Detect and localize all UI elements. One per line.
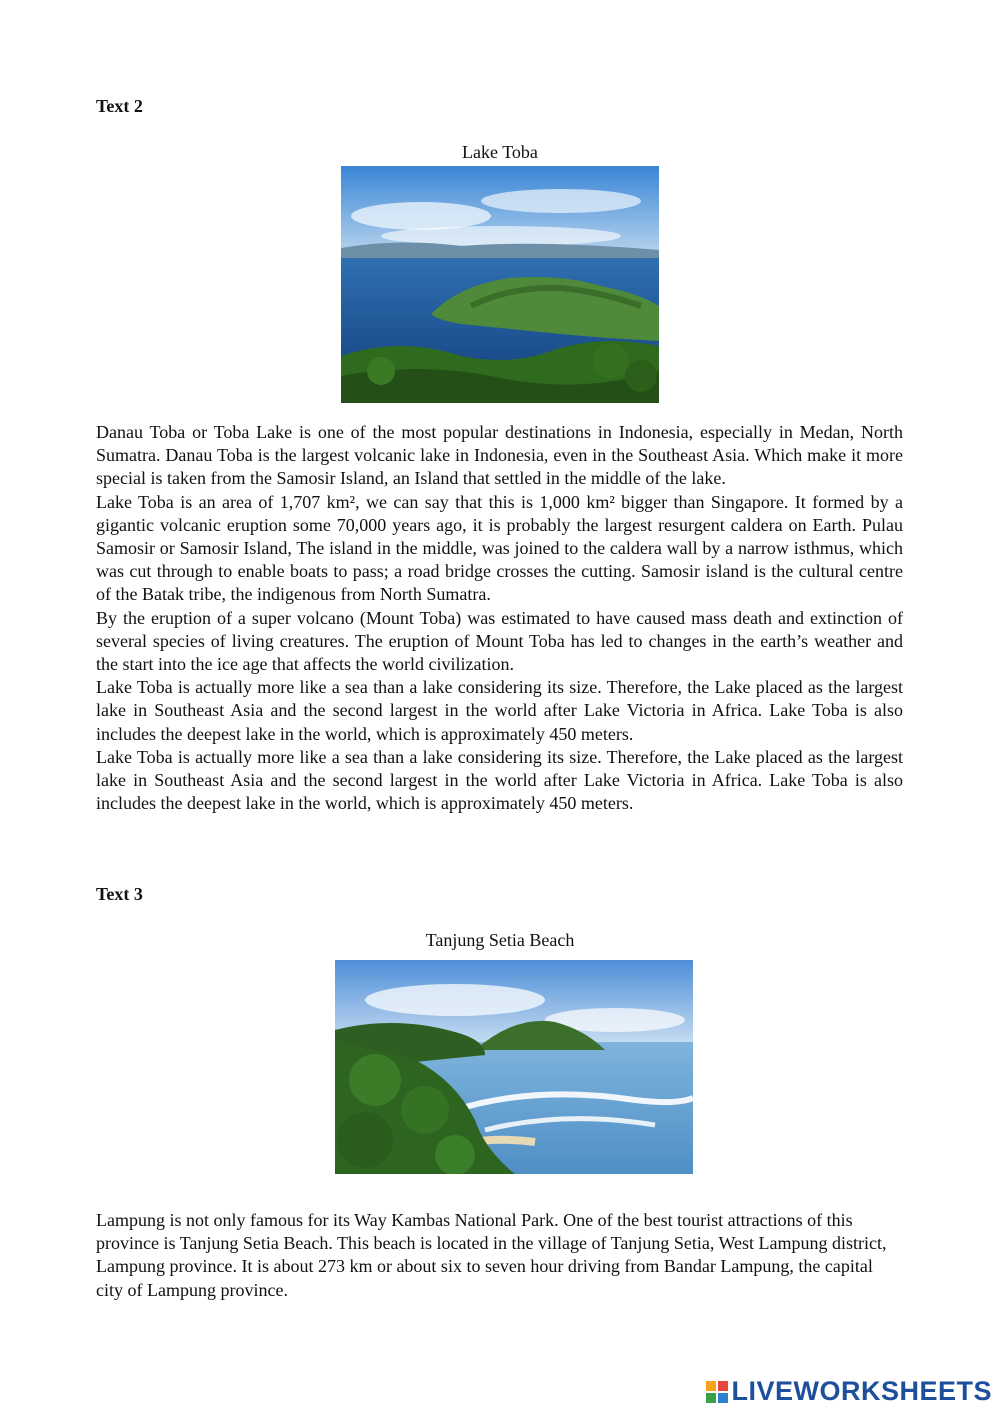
tanjung-setia-photo <box>335 960 693 1174</box>
text2-paragraph-4: Lake Toba is actually more like a sea than a lake considering its size. Therefore, the Lake placed as the largest lake in Southeast Asia and the second largest in the world after Lake Victoria in Africa. Lake Toba is also includes the deepest lake in the world, which is approximately 450 meters. <box>96 677 903 744</box>
text3-body <box>96 1209 896 1302</box>
lake-toba-caption: Lake Toba <box>462 142 538 162</box>
text3-heading: Text 3 <box>96 884 143 904</box>
logo-blocks-icon <box>706 1381 728 1403</box>
tanjung-setia-caption: Tanjung Setia Beach <box>425 930 575 950</box>
text2-paragraph-5: Lake Toba is actually more like a sea than a lake considering its size. Therefore, the Lake placed as the largest lake in Southeast Asia and the second largest in the world after Lake Victoria in Africa. Lake Toba is also includes the deepest lake in the world, which is approximately 450 meters. <box>96 746 903 814</box>
text2-heading: Text 2 <box>96 96 143 116</box>
lake-toba-photo <box>341 166 659 403</box>
text2-paragraph-1: Danau Toba or Toba Lake is one of the most popular destinations in Indonesia, especially in Medan, North Sumatra. Danau Toba is the largest volcanic lake in Indonesia, even in the Southeast Asia. Which make it more special is taken from the Samosir Island, an Island that settled in the middle of the lake. <box>96 422 903 489</box>
text2-paragraph-3: By the eruption of a super volcano (Mount Toba) was estimated to have caused mass death and extinction of several species of living creatures. The eruption of Mount Toba has led to changes in the earth’s weather and the start into the ice age that affects the world civilization. <box>96 607 903 675</box>
liveworksheets-brand: LIVEWORKSHEETS <box>731 1376 992 1406</box>
text2-paragraph-2: Lake Toba is an area of 1,707 km², we can say that this is 1,000 km² bigger than Singapore. It formed by a gigantic volcanic eruption some 70,000 years ago, it is probably the largest resurgent caldera on Earth. Pulau Samosir or Samosir Island, The island in the middle, was joined to the caldera wall by a narrow isthmus, which was cut through to enable boats to pass; a road bridge crosses the cutting. Samosir island is the cultural centre of the Batak tribe, the indigenous from North Sumatra. <box>96 491 903 605</box>
text2-body <box>96 421 903 815</box>
liveworksheets-logo <box>706 1376 992 1407</box>
text3-paragraph-1: Lampung is not only famous for its Way Kambas National Park. One of the best tourist attractions of this province is Tanjung Setia Beach. This beach is located in the village of Tanjung Setia, West Lampung district, Lampung province. It is about 273 km or about six to seven hour driving from Bandar Lampung, the capital city of Lampung province. <box>96 1210 887 1300</box>
